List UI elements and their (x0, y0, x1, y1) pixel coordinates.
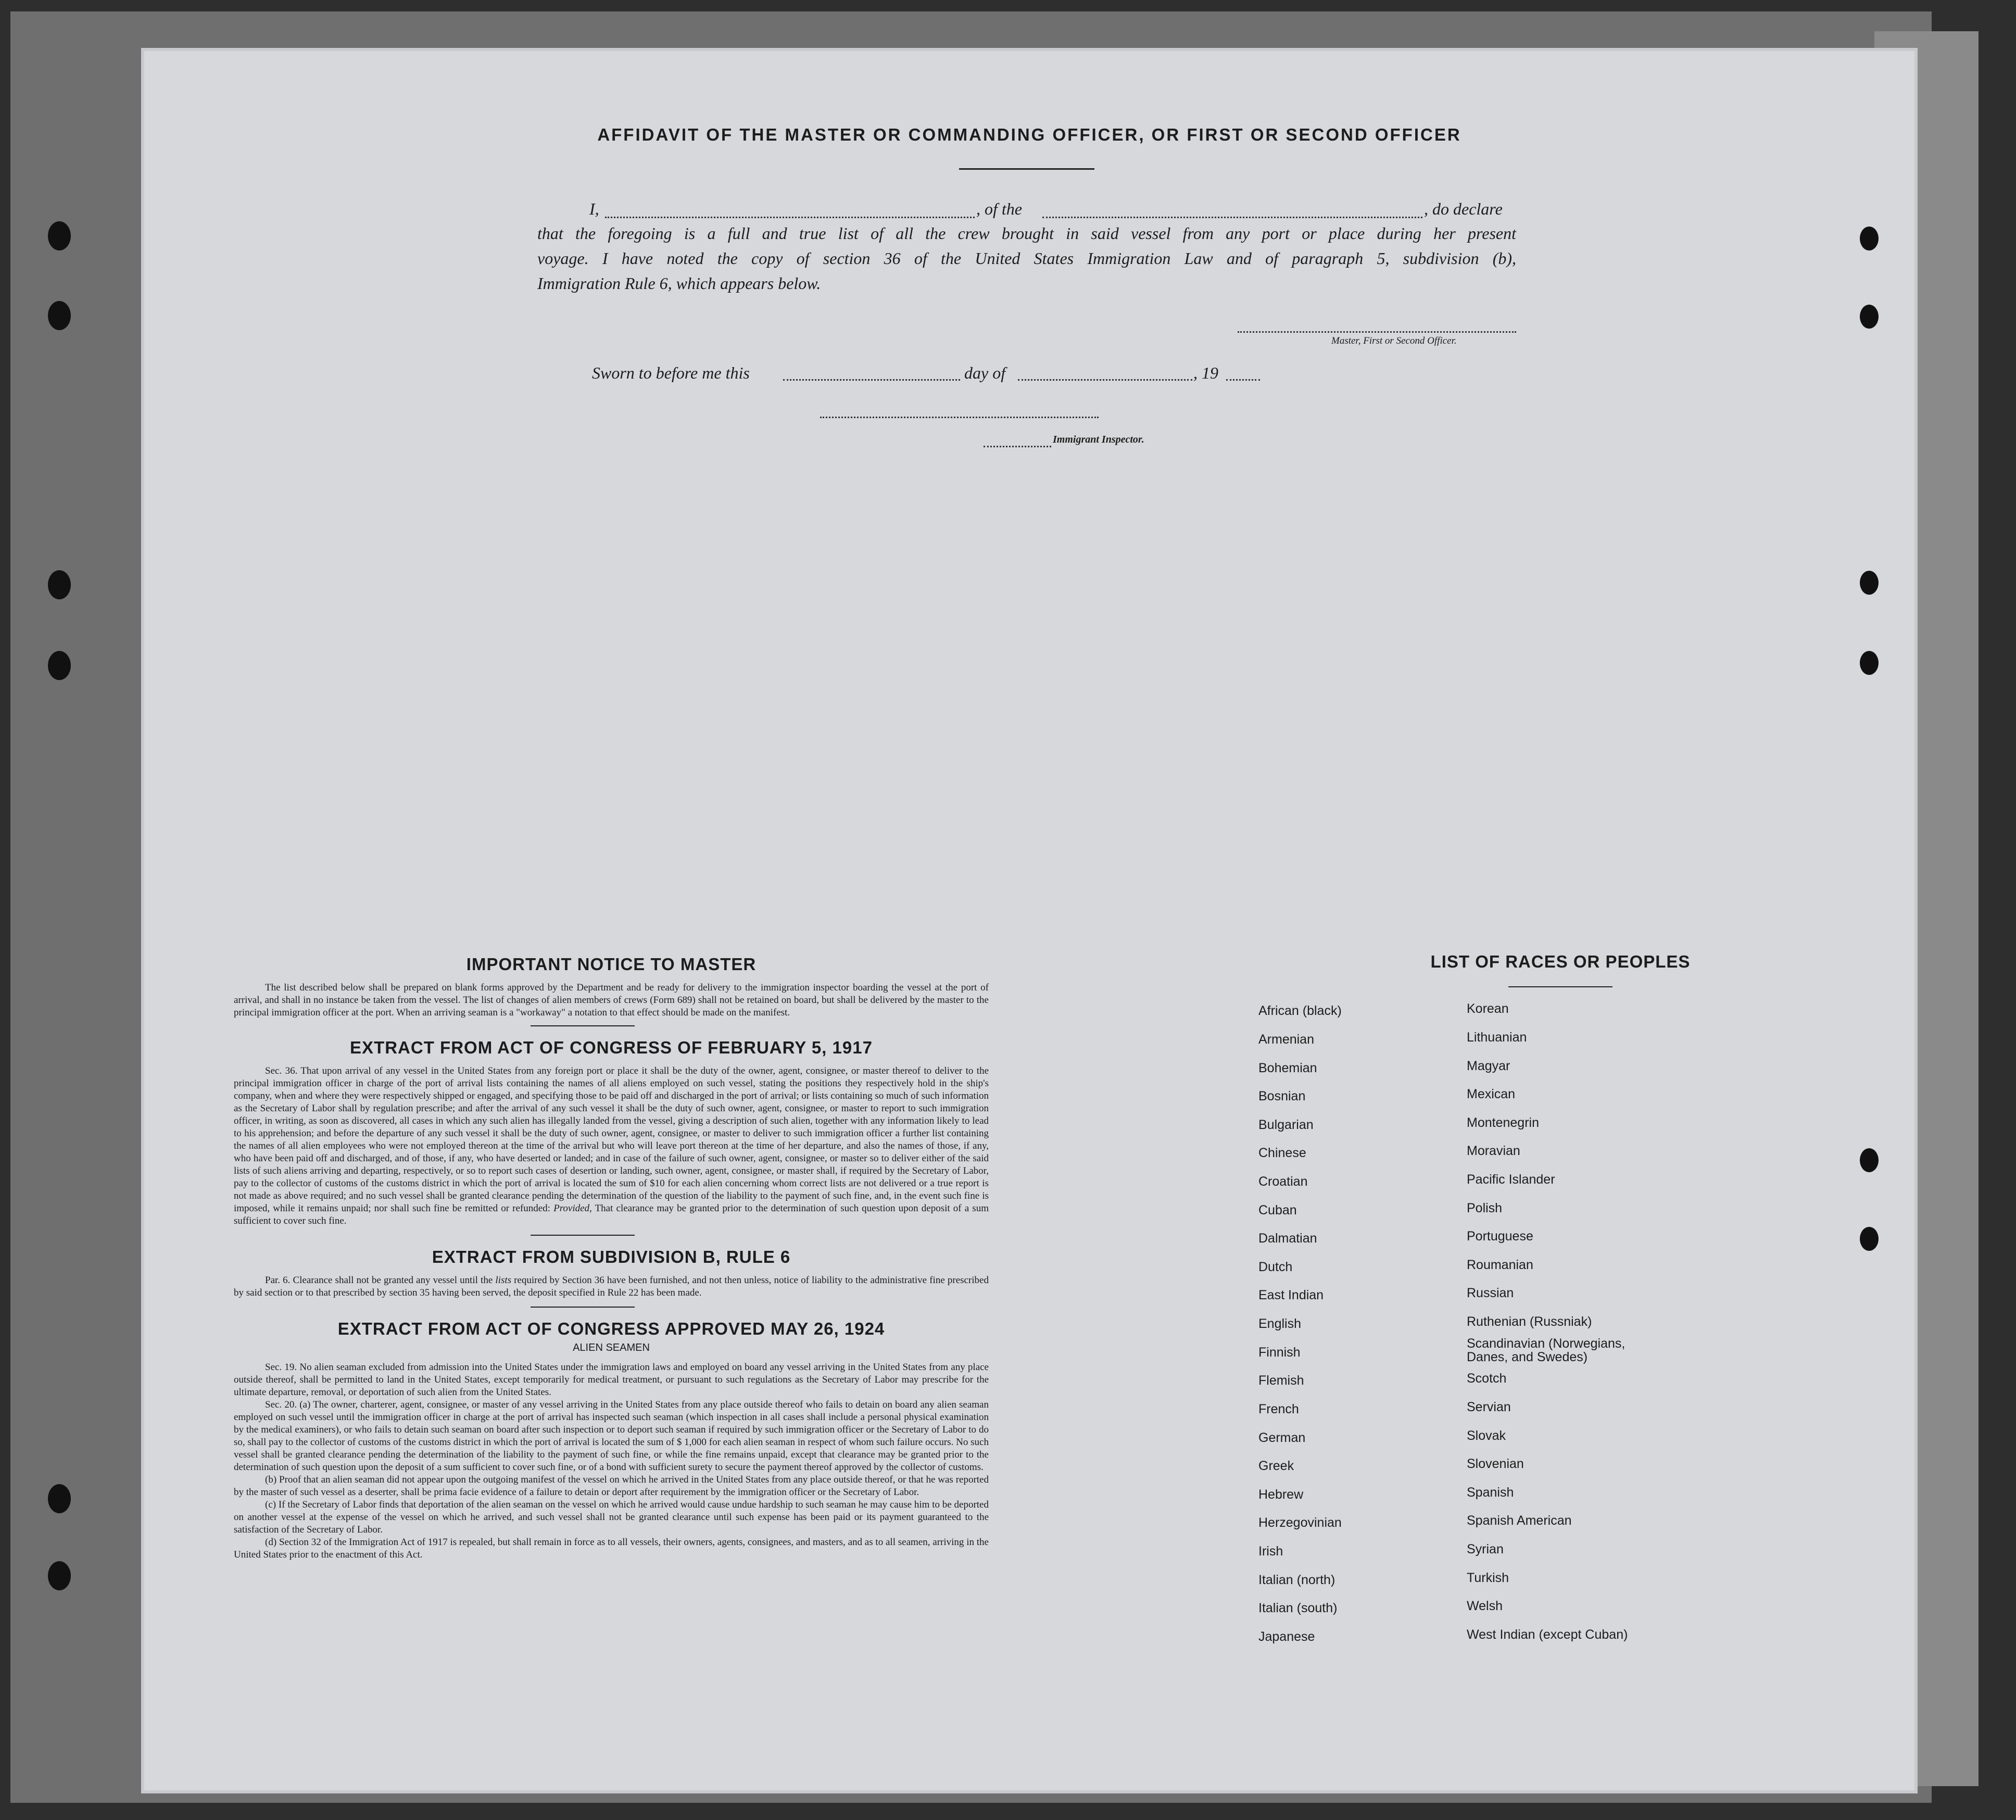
race-item: Portuguese (1467, 1229, 1533, 1244)
race-item: Armenian (1258, 1032, 1314, 1047)
affidavit-i: I, (589, 199, 599, 218)
notice-block (234, 955, 989, 1561)
affidavit-of-the: , of the (976, 199, 1022, 218)
punch-hole (48, 1561, 71, 1590)
race-item: Hebrew (1258, 1487, 1304, 1502)
races-left-column (1258, 1003, 1456, 1644)
master-signature-line[interactable] (1238, 331, 1516, 333)
race-item: Welsh (1467, 1599, 1503, 1613)
race-item: Dutch (1258, 1260, 1293, 1274)
race-item: Greek (1258, 1459, 1294, 1473)
name-blank[interactable] (605, 217, 975, 218)
punch-hole (1860, 1227, 1879, 1251)
race-item: Spanish American (1467, 1513, 1572, 1528)
affidavit-declare: , do declare (1424, 199, 1503, 218)
notice-title: IMPORTANT NOTICE TO MASTER (466, 955, 757, 974)
race-item: Turkish (1467, 1571, 1509, 1585)
race-item: Cuban (1258, 1203, 1297, 1217)
notice-text: The list described below shall be prepared on blank forms approved by the Department and be ready for delivery to the immigration inspector boarding the vessel at the port of arrival, and shall in no instance be taken from the vessel. The list of changes of alien members of crews (Form 689) shall not be retained on board, but shall be delivered by the master to the principal immigration officer at the port. When an arriving seaman is a "workaway" a notation to that effect should be made on the manifest. (234, 982, 989, 1018)
race-item: Chinese (1258, 1146, 1306, 1160)
race-item: Dalmatian (1258, 1231, 1317, 1246)
race-item: Herzegovinian (1258, 1515, 1342, 1530)
race-item: Polish (1467, 1201, 1503, 1215)
act-1924-para-1: Sec. 19. No alien seaman excluded from admission into the United States under the immigration laws and employed on board any vessel arriving in the United States from any place outside thereof, shall be permitted to land in the United States, except temporarily for medical treatment, or pursuant to such regulations as the Secretary of Labor may prescribe for the ultimate departure, removal, or deportation of such alien from the United States. (234, 1362, 989, 1398)
punch-hole (48, 221, 71, 250)
title-underline (959, 168, 1094, 170)
race-item: Pacific Islander (1467, 1172, 1555, 1187)
vessel-blank[interactable] (1042, 217, 1422, 218)
race-item: Bulgarian (1258, 1118, 1314, 1132)
sworn-year-blank[interactable] (1226, 379, 1260, 381)
punch-hole (48, 651, 71, 680)
race-item: Magyar (1467, 1059, 1510, 1073)
section-divider (531, 1235, 635, 1236)
race-item: Scotch (1467, 1371, 1507, 1386)
race-item: Montenegrin (1467, 1115, 1539, 1130)
sworn-month-blank[interactable] (1018, 379, 1192, 381)
inspector-caption: Immigrant Inspector. (1053, 434, 1144, 445)
inspector-signature-line[interactable] (820, 417, 1099, 418)
races-title-underline (1508, 986, 1612, 987)
affidavit-body-line-4: Immigration Rule 6, which appears below. (537, 274, 821, 293)
races-title: LIST OF RACES OR PEOPLES (1430, 952, 1691, 971)
punch-hole (1860, 1148, 1879, 1172)
rule6-text (234, 1274, 989, 1299)
race-item: Bohemian (1258, 1061, 1317, 1075)
race-item: Ruthenian (Russniak) (1467, 1314, 1592, 1329)
inspector-signature-line-short[interactable] (984, 446, 1051, 447)
rule6-lists: lists (495, 1275, 512, 1286)
punch-hole (1860, 227, 1879, 250)
race-item: Moravian (1467, 1144, 1520, 1158)
race-item: East Indian (1258, 1288, 1324, 1302)
act-1924-para-3: (b) Proof that an alien seaman did not appear upon the outgoing manifest of the vessel on which he arrived in the United States from any place outside thereof, or that he was reported by the master of such vessel as a deserter, shall be prima facie evidence of a failure to detain or deport after requirement by the immigration officer or the Secretary of Labor. (234, 1474, 989, 1498)
punch-hole (48, 1484, 71, 1513)
affidavit-title: AFFIDAVIT OF THE MASTER OR COMMANDING OFFICER, OR FIRST OR SECOND OFFICER (597, 125, 1461, 144)
race-item: Scandinavian (Norwegians, Danes, and Swedes) (1467, 1336, 1626, 1364)
race-item: Finnish (1258, 1345, 1301, 1360)
section-divider (531, 1307, 635, 1308)
race-item: Lithuanian (1467, 1030, 1527, 1045)
punch-hole (1860, 571, 1879, 595)
act-1917-text-after: That clearance may be granted prior to the determination of such question upon deposit of a sum sufficient to cover such fine. (234, 1203, 989, 1226)
race-item: Korean (1467, 1001, 1509, 1016)
act-1924-para-4: (c) If the Secretary of Labor finds that deportation of the alien seaman on the vessel on which he arrived would cause undue hardship to such seaman he may cause him to be deported on another vessel at the expense of the vessel on which he arrived, and such vessel shall not be granted clearance until such expense has been paid or its payment guaranteed to the satisfaction of the Secretary of Labor. (234, 1499, 989, 1535)
race-item: Roumanian (1467, 1258, 1533, 1272)
punch-hole (48, 301, 71, 330)
punch-hole (48, 570, 71, 599)
rule6-text-after: required by Section 36 have been furnished, and not then unless, notice of liability to the administrative fine prescribed by said section or to that prescribed by section 35 having been served, the deposit specified in Rule 22 has been made. (234, 1275, 989, 1298)
race-item: Spanish (1467, 1485, 1514, 1500)
race-item: Slovak (1467, 1428, 1506, 1443)
race-item: Italian (north) (1258, 1573, 1335, 1587)
race-item: Servian (1467, 1400, 1511, 1414)
race-item: English (1258, 1316, 1301, 1331)
sworn-year: , 19 (1193, 363, 1218, 382)
race-item: Croatian (1258, 1174, 1308, 1189)
form-sheet (144, 51, 1914, 1790)
punch-hole (1860, 651, 1879, 675)
race-item: Slovenian (1467, 1457, 1524, 1471)
sworn-day-blank[interactable] (783, 379, 960, 381)
act-1924-title: EXTRACT FROM ACT OF CONGRESS APPROVED MAY 26, 1924 (337, 1319, 885, 1338)
race-item: Russian (1467, 1286, 1514, 1300)
act-1924-para-5: (d) Section 32 of the Immigration Act of 1917 is repealed, but shall remain in force as to all vessels, their owners, agents, consignees, and masters, and as to all seamen, arriving in the United States prior to the enactment of this Act. (234, 1537, 989, 1560)
sworn-text: Sworn to before me this (592, 363, 750, 382)
race-item: African (black) (1258, 1003, 1342, 1018)
race-item: Irish (1258, 1544, 1283, 1559)
race-item: French (1258, 1402, 1299, 1416)
act-1924-para-2: Sec. 20. (a) The owner, charterer, agent, consignee, or master of any vessel arriving in the United States from any place outside thereof who fails to detain on board any alien seaman employed on such vessel until the immigration officer in charge at the port of arrival has inspected such seaman (which inspection in all cases shall include a personal physical examination by the medical examiners), or who fails to detain such seaman on board after such inspection or to deport such seaman if required by such immigration officer or the Secretary of Labor to do so, shall pay to the collector of customs of the customs district in which the port of arrival is located the sum of $ 1,000 for each alien seaman in respect of whom such failure occurs. No such vessel shall be granted clearance pending the determination of the liability to the payment of such fine, or while the fine remains unpaid, except that clearance may be granted prior to the determination of such question upon the deposit of a sum sufficient to cover such fine, or of a bond with sufficient surety to secure the payment thereof approved by the collector of customs. (234, 1399, 989, 1473)
section-divider (531, 1025, 635, 1026)
race-item: Flemish (1258, 1373, 1304, 1388)
races-right-column (1467, 1001, 1737, 1642)
race-item: Syrian (1467, 1542, 1504, 1557)
rule6-text-before: Par. 6. Clearance shall not be granted any vessel until the (265, 1275, 493, 1286)
rule6-title: EXTRACT FROM SUBDIVISION B, RULE 6 (432, 1247, 791, 1266)
master-signature-caption: Master, First or Second Officer. (1331, 335, 1457, 346)
sworn-day-of: day of (964, 363, 1006, 382)
race-item: Italian (south) (1258, 1601, 1338, 1615)
act-1917-text (234, 1065, 989, 1227)
race-item: Mexican (1467, 1087, 1516, 1101)
race-item: West Indian (except Cuban) (1467, 1627, 1628, 1642)
punch-hole (1860, 305, 1879, 329)
act-1917-title: EXTRACT FROM ACT OF CONGRESS OF FEBRUARY 5, 1917 (350, 1038, 873, 1057)
affidavit-body-line-3: voyage. I have noted the copy of section 36 of the United States Immigration Law and of paragraph 5, subdivision (b), (537, 249, 1516, 268)
act-1917-text-before: Sec. 36. That upon arrival of any vessel in the United States from any foreign port or place it shall be the duty of the owner, agent, consignee, or master thereof to deliver to the principal immigration officer in charge of the port of arrival lists containing the names of all aliens employed on such vessel, stating the positions they respectively hold in the ship's company, when and where they were respectively shipped or engaged, and specifying those to be paid off and discharged in the port of arrival; or lists containing so much of such information as the Secretary of Labor shall by regulation prescribe; and after the arrival of any such vessel it shall be the duty of such owner, agent, consignee, or master to report to such immigration officer, in writing, as soon as discovered, all cases in which any such alien has illegally landed from the vessel, giving a description of such alien, together with any information likely to lead to his apprehension; and before the departure of any such vessel it shall be the duty of such owner, agent, consignee, or master to deliver to such immigration officer a further list containing the names of all alien employees who were not employed thereon at the time of the arrival but who will leave port thereon at the time of her departure, and also the names of those, if any, who have been paid off and discharged, and of those, if any, who have deserted or landed; and in case of the failure of such owner, agent, consignee, or master so to deliver either of the said lists of such aliens arriving and departing, respectively, or so to report such cases of desertion or landing, such owner, agent, consignee, or master shall, if required by the Secretary of Labor, pay to the collector of customs of the customs district in which the port of arrival is located the sum of $10 for each alien concerning whom correct lists are not delivered or a true report is not made as above required; and no such vessel shall be granted clearance pending the determination of the question of the liability to the payment of such fine, and, in the event such fine is imposed, while it remains unpaid; nor shall such fine be remitted or refunded: (234, 1065, 989, 1214)
race-item: Bosnian (1258, 1089, 1306, 1103)
race-item: German (1258, 1430, 1306, 1445)
act-1917-provided: Provided, (553, 1203, 592, 1214)
affidavit-body-line-2: that the foregoing is a full and true list of all the crew brought in said vessel from any port or place during her present (537, 224, 1516, 243)
act-1924-subtitle: ALIEN SEAMEN (573, 1342, 650, 1353)
race-item: Japanese (1258, 1629, 1315, 1644)
